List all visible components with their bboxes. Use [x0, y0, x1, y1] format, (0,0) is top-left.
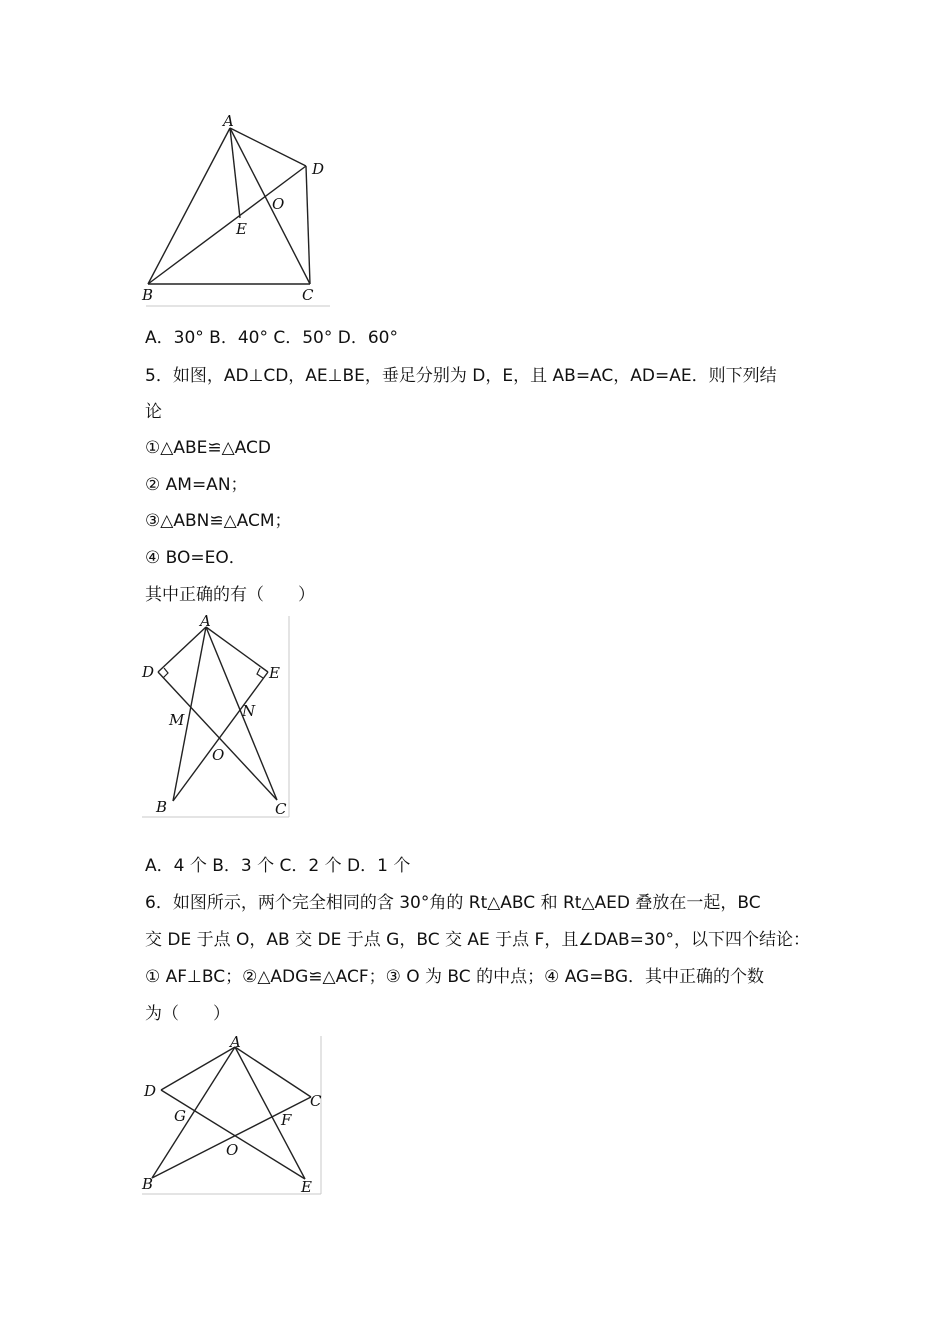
q5-item-3: ③△ABN≌△ACM； [145, 511, 292, 531]
q5-label-o: O [212, 746, 225, 764]
q5-line-dc [158, 672, 277, 800]
q5-question: 其中正确的有（ ） [145, 585, 315, 605]
q5-stem-line2: 论 [145, 402, 162, 422]
q4-line-ab [148, 128, 230, 284]
q6-line-ab [152, 1047, 235, 1178]
q5-figure [138, 612, 298, 822]
q6-line-de [161, 1090, 305, 1179]
q4-label-d: D [312, 160, 325, 178]
q5-label-b: B [156, 798, 168, 816]
q5-right-angle-e [257, 668, 263, 678]
q4-label-b: B [142, 286, 154, 304]
q5-options: A．4 个 B．3 个 C．2 个 D．1 个 [145, 856, 411, 876]
q4-label-c: C [302, 286, 314, 304]
q5-stem-line1: 5．如图，AD⊥CD，AE⊥BE，垂足分别为 D，E，且 AB=AC，AD=AE．则下列结 [145, 366, 777, 386]
q6-label-d: D [144, 1082, 157, 1100]
q5-item-2: ② AM=AN； [145, 475, 248, 495]
q4-label-a: A [223, 112, 234, 130]
q5-label-n: N [242, 702, 256, 720]
q4-figure [138, 110, 338, 310]
q6-figure [138, 1032, 328, 1200]
q4-line-bd [148, 166, 306, 284]
q4-line-ad [230, 128, 306, 166]
q6-label-o: O [226, 1141, 239, 1159]
q6-label-e: E [301, 1178, 312, 1196]
q6-stem-line1: 6．如图所示，两个完全相同的含 30°角的 Rt△ABC 和 Rt△AED 叠放在一起，BC [145, 893, 761, 913]
q6-label-c: C [310, 1092, 322, 1110]
q6-line-ac [235, 1047, 311, 1097]
q6-label-b: B [142, 1175, 154, 1193]
q5-label-c: C [275, 800, 287, 818]
q5-item-4: ④ BO=EO． [145, 548, 246, 568]
q4-line-ac [230, 128, 310, 284]
q6-label-a: A [230, 1033, 241, 1051]
q5-line-eb [173, 672, 268, 801]
q4-line-dc [306, 166, 310, 284]
q5-item-1: ①△ABE≌△ACD [145, 438, 271, 458]
q6-line-ad [161, 1047, 235, 1090]
q6-stem-line2: 交 DE 于点 O，AB 交 DE 于点 G，BC 交 AE 于点 F，且∠DAB=30°，以下四个结论： [145, 930, 811, 950]
q5-label-d: D [142, 663, 155, 681]
q6-label-g: G [174, 1107, 186, 1125]
q6-stem-line4: 为（ ） [145, 1004, 230, 1024]
q5-label-m: M [169, 711, 185, 729]
q6-label-f: F [281, 1111, 292, 1129]
q5-right-angle-d [163, 668, 168, 678]
q4-options: A．30° B．40° C．50° D．60° [145, 328, 398, 348]
q5-label-a: A [200, 612, 211, 630]
q6-stem-line3: ① AF⊥BC；②△ADG≌△ACF；③ O 为 BC 的中点；④ AG=BG．其中正确的个数 [145, 967, 764, 987]
q4-line-ae [230, 128, 240, 218]
q6-line-ae [235, 1047, 305, 1179]
q4-label-e: E [236, 220, 247, 238]
q4-label-o: O [272, 195, 285, 213]
q5-label-e: E [269, 664, 280, 682]
